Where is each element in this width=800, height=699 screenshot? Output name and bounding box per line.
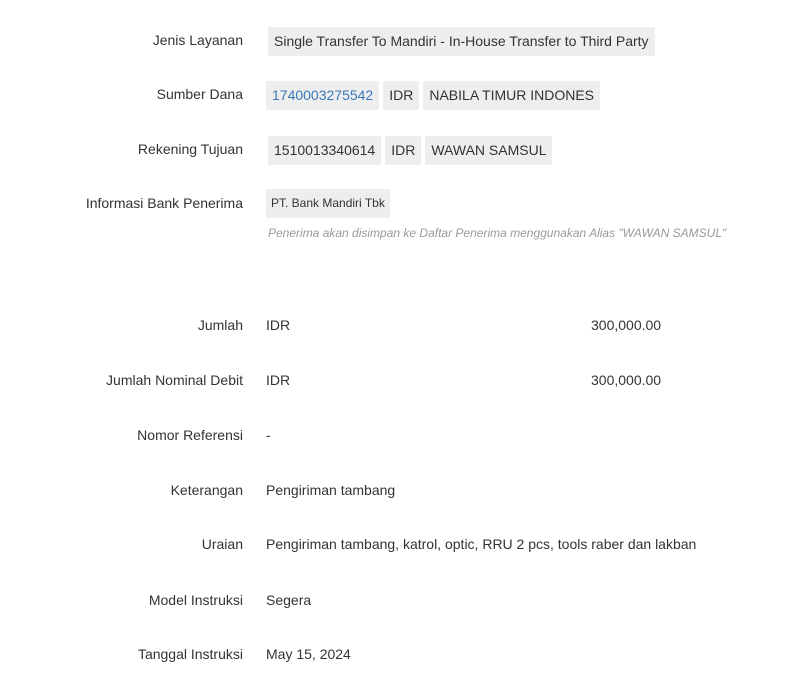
keterangan-value: Pengiriman tambang: [266, 482, 396, 498]
rekening-tujuan-name: WAWAN SAMSUL: [425, 136, 552, 165]
row-sumber-dana: [0, 81, 800, 109]
row-jumlah: [0, 317, 800, 337]
sumber-dana-account-link[interactable]: 1740003275542: [266, 81, 379, 110]
sumber-dana-currency: IDR: [383, 81, 419, 110]
row-keterangan: [0, 482, 800, 502]
jenis-layanan-value: Single Transfer To Mandiri - In-House Transfer to Third Party: [268, 27, 655, 56]
rekening-tujuan-label: Rekening Tujuan: [137, 141, 243, 157]
jumlah-nominal-debit-label: Jumlah Nominal Debit: [106, 372, 243, 388]
row-jumlah-nominal-debit: [0, 372, 800, 392]
jumlah-currency: IDR: [266, 317, 291, 333]
uraian-label: Uraian: [201, 536, 243, 552]
sumber-dana-label: Sumber Dana: [156, 86, 243, 102]
tanggal-instruksi-value: May 15, 2024: [266, 646, 351, 662]
row-jenis-layanan: [0, 27, 800, 55]
row-tanggal-instruksi: [0, 646, 800, 666]
jumlah-amount: 300,000.00: [591, 317, 662, 333]
row-informasi-bank: [0, 189, 800, 217]
uraian-value: Pengiriman tambang, katrol, optic, RRU 2 pcs, tools raber dan lakban: [266, 536, 697, 552]
jumlah-nominal-debit-currency: IDR: [266, 372, 291, 388]
model-instruksi-label: Model Instruksi: [148, 592, 243, 608]
jenis-layanan-label: Jenis Layanan: [152, 32, 243, 48]
rekening-tujuan-account: 1510013340614: [268, 136, 381, 165]
rekening-tujuan-currency: IDR: [385, 136, 421, 165]
keterangan-label: Keterangan: [170, 482, 243, 498]
row-uraian: [0, 536, 800, 556]
jumlah-label: Jumlah: [197, 317, 243, 333]
informasi-bank-label: Informasi Bank Penerima: [85, 195, 243, 211]
nomor-referensi-label: Nomor Referensi: [137, 427, 243, 443]
row-model-instruksi: [0, 592, 800, 612]
row-nomor-referensi: [0, 427, 800, 447]
sumber-dana-name: NABILA TIMUR INDONES: [423, 81, 600, 110]
informasi-bank-value: PT. Bank Mandiri Tbk: [266, 189, 390, 218]
model-instruksi-value: Segera: [266, 592, 312, 608]
nomor-referensi-value: -: [266, 427, 271, 443]
recipient-save-note: Penerima akan disimpan ke Daftar Penerima menggunakan Alias "WAWAN SAMSUL": [268, 226, 727, 240]
jumlah-nominal-debit-amount: 300,000.00: [591, 372, 662, 388]
row-rekening-tujuan: [0, 136, 800, 164]
tanggal-instruksi-label: Tanggal Instruksi: [137, 646, 243, 662]
